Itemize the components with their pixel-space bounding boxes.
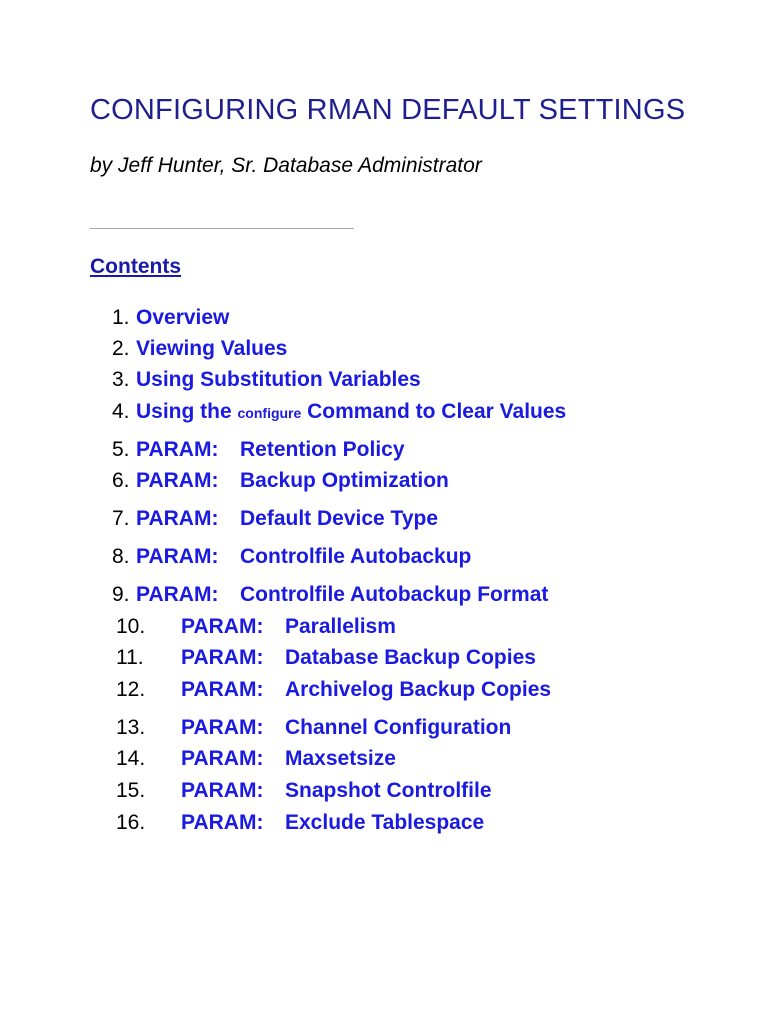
toc-link-clear-values[interactable] — [136, 398, 566, 427]
toc-link-default-device-type[interactable]: Default Device Type — [240, 507, 439, 530]
toc-number: 7. — [112, 507, 130, 530]
toc-link-retention-policy[interactable]: Retention Policy — [240, 438, 405, 461]
toc-number: 10. — [116, 615, 146, 638]
toc-link-overview[interactable]: Overview — [136, 306, 230, 329]
toc-link-substitution-variables[interactable]: Using Substitution Variables — [136, 368, 421, 391]
toc-code-configure: configure — [237, 405, 302, 421]
toc-param-prefix[interactable]: PARAM: — [136, 545, 219, 568]
toc-number: 11. — [116, 646, 144, 669]
toc-link-parallelism[interactable]: Parallelism — [285, 615, 396, 638]
toc-param-prefix[interactable]: PARAM: — [136, 583, 219, 606]
toc-link-backup-optimization[interactable]: Backup Optimization — [240, 469, 449, 492]
toc-number: 12. — [116, 678, 146, 701]
toc-number: 13. — [116, 716, 146, 739]
toc-number: 6. — [112, 469, 130, 492]
toc-number: 2. — [112, 337, 130, 360]
toc-param-prefix[interactable]: PARAM: — [181, 779, 264, 802]
toc-param-prefix[interactable]: PARAM: — [181, 646, 264, 669]
toc-link-maxsetsize[interactable]: Maxsetsize — [285, 747, 396, 770]
toc-number: 3. — [112, 368, 130, 391]
toc-link-controlfile-autobackup-format[interactable]: Controlfile Autobackup Format — [240, 583, 549, 606]
toc-param-prefix[interactable]: PARAM: — [181, 811, 264, 834]
toc-link-controlfile-autobackup[interactable]: Controlfile Autobackup — [240, 545, 472, 568]
toc-number: 16. — [116, 811, 146, 834]
toc-text-after: Command to Clear Values — [307, 400, 567, 423]
toc-number: 15. — [116, 779, 146, 802]
toc-link-database-backup-copies[interactable]: Database Backup Copies — [285, 646, 536, 669]
toc-number: 1. — [112, 306, 130, 329]
toc-link-snapshot-controlfile[interactable]: Snapshot Controlfile — [285, 779, 492, 802]
toc-param-prefix[interactable]: PARAM: — [181, 678, 264, 701]
toc-number: 9. — [112, 583, 130, 606]
toc-number: 14. — [116, 747, 146, 770]
toc-param-prefix[interactable]: PARAM: — [181, 716, 264, 739]
toc-text-before: Using the — [136, 400, 232, 423]
horizontal-rule — [90, 228, 354, 229]
toc-param-prefix[interactable]: PARAM: — [181, 615, 264, 638]
document-author: by Jeff Hunter, Sr. Database Administrator — [90, 154, 482, 177]
toc-link-exclude-tablespace[interactable]: Exclude Tablespace — [285, 811, 485, 834]
toc-link-channel-configuration[interactable]: Channel Configuration — [285, 716, 512, 739]
toc-number: 8. — [112, 545, 130, 568]
toc-number: 4. — [112, 400, 130, 423]
toc-param-prefix[interactable]: PARAM: — [136, 469, 219, 492]
toc-param-prefix[interactable]: PARAM: — [136, 438, 219, 461]
document-title: CONFIGURING RMAN DEFAULT SETTINGS — [90, 94, 686, 126]
toc-param-prefix[interactable]: PARAM: — [136, 507, 219, 530]
toc-link-viewing-values[interactable]: Viewing Values — [136, 337, 288, 360]
toc-param-prefix[interactable]: PARAM: — [181, 747, 264, 770]
toc-link-archivelog-backup-copies[interactable]: Archivelog Backup Copies — [285, 678, 552, 701]
toc-number: 5. — [112, 438, 130, 461]
contents-heading[interactable]: Contents — [90, 255, 181, 278]
